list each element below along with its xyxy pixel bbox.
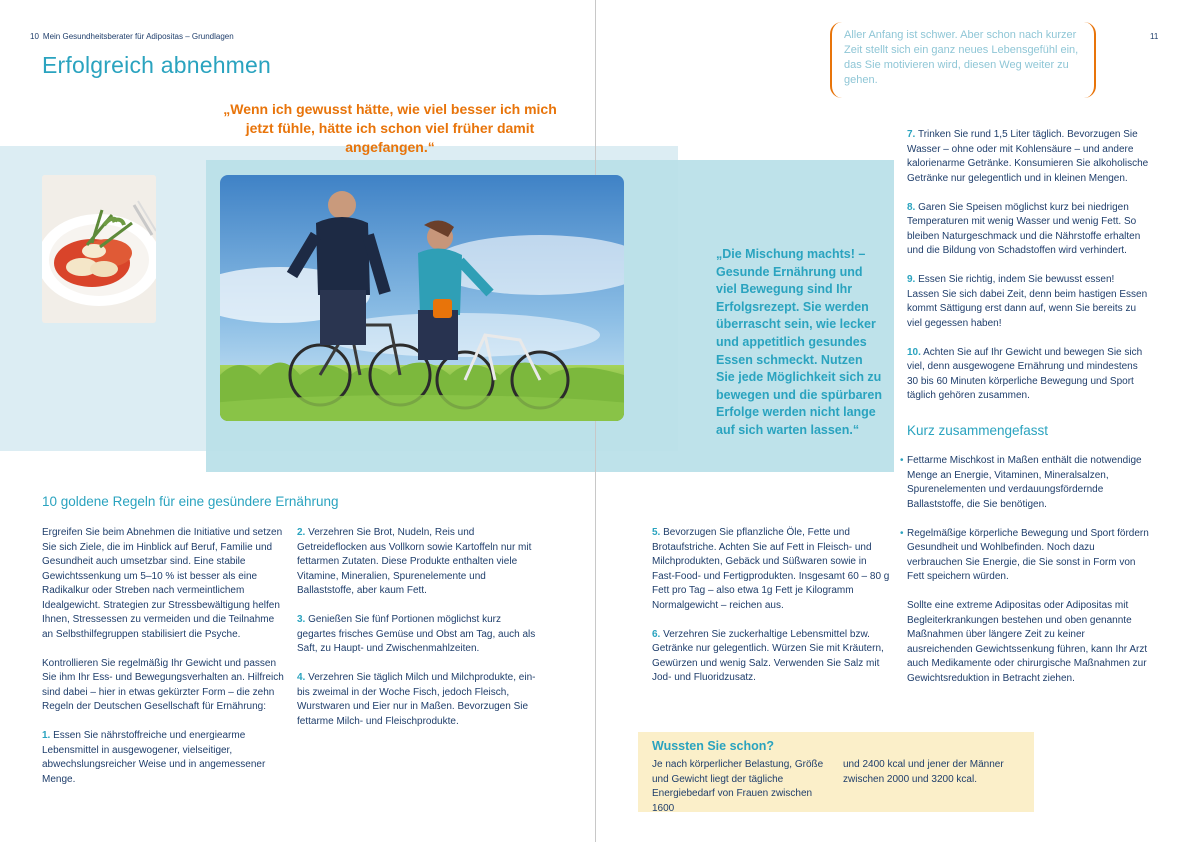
orange-marker — [433, 299, 452, 318]
closing-paragraph: Sollte eine extreme Adipositas oder Adipositas mit Begleiterkrankungen bestehen und oben genannte Maßnahmen über längere Zeit zu keiner ausreichenden Gewichtssenkung führen, kann Ihr Arzt auch Medikamente oder chirurgische Maßnahmen zur Gewichtsreduktion in Betracht ziehen. — [907, 600, 1148, 684]
cycling-couple-photo — [220, 175, 624, 421]
page-number-right: 11 — [1150, 32, 1159, 41]
cycling-scene-illustration — [220, 175, 624, 421]
rules-heading: 10 goldene Regeln für eine gesündere Ernährung — [42, 494, 339, 509]
rule-number: 5. — [652, 527, 661, 538]
info-box — [638, 732, 1034, 812]
left-column-1 — [42, 526, 286, 802]
page-gutter — [595, 0, 596, 842]
weight-control-paragraph: Kontrollieren Sie regelmäßig Ihr Gewicht und passen Sie ihm Ihr Ess- und Bewegungsverhalten an. Hilfreich sind dabei – hier in etwas gekürzter Form – die zehn Regeln der Deutschen Gesellschaft für Ernährung: — [42, 657, 284, 712]
intro-paragraph: Ergreifen Sie beim Abnehmen die Initiative und setzen Sie sich Ziele, die im Hinblick auf Beruf, Familie und Gesundheit auch umsetzbar sind. Eine stabile Gewichtssenkung um 5–10 % ist besser als eine Radikalkur oder Streben nach vermeintlichem Idealgewicht. Strategien zur Stressbewältigung helfen Ihnen, Stressessen zu vermeiden und die Teilnahme an Selbsthilfegruppen stabilisiert die Psyche. — [42, 527, 283, 640]
rule-number: 6. — [652, 628, 661, 640]
rule-number: 10. — [907, 346, 921, 358]
summary-bullet: • Regelmäßige körperliche Bewegung und Sport fördern Gesundheit und Wohlbefinden. Noch dazu verbrauchen Sie Energie, die Sie sonst in Form von Fett speichern würden. — [907, 527, 1151, 585]
summary-bullet: • Fettarme Mischkost in Maßen enthält die notwendige Menge an Energie, Vitaminen, Mineralsalzen, Spurenelementen und verdauungsfördernde Ballaststoffe, die Sie benötigen. — [907, 454, 1151, 512]
summary-list — [907, 454, 1151, 585]
page-number-left: 10 — [30, 32, 39, 41]
testimonial-quote: „Wenn ich gewusst hätte, wie viel besser ich mich jetzt fühle, hätte ich schon viel früher damit angefangen.“ — [223, 101, 557, 155]
running-head — [30, 32, 234, 41]
summary-heading: Kurz zusammengefasst — [907, 423, 1049, 438]
summary-section — [907, 454, 1151, 701]
rule-text: Achten Sie auf Ihr Gewicht und bewegen Sie sich viel, denn ausgewogene Ernährung und mindestens 30 bis 60 Minuten körperliche Bewegung und Sport täglich gehören zusammen. — [907, 346, 1143, 401]
page-title: Erfolgreich abnehmen — [42, 52, 272, 78]
rule-1 — [42, 729, 286, 787]
running-head-text: Mein Gesundheitsberater für Adipositas – Grundlagen — [42, 32, 234, 41]
rule-number: 3. — [297, 614, 306, 625]
rule-text: Essen Sie richtig, indem Sie bewusst essen! Lassen Sie sich dabei Zeit, denn beim hastigen Essen kommt Sättigung erst dann auf, wenn Sie bereits zu viel gegessen haben! — [907, 274, 1148, 329]
rule-10 — [907, 346, 1149, 404]
rule-number: 4. — [297, 672, 306, 683]
rule-text: Verzehren Sie zuckerhaltige Lebensmittel bzw. Getränke nur gelegentlich. Würzen Sie mit Kräutern, Gewürzen und wenig Salz. Verwenden Sie Salz mit Jod- und Fluoridzusatz. — [652, 628, 884, 683]
rule-8 — [907, 201, 1149, 259]
motivation-quote-box — [830, 22, 1096, 98]
rule-text: Trinken Sie rund 1,5 Liter täglich. Bevorzugen Sie Wasser – ohne oder mit Kohlensäure – und andere kalorienarme Getränke. Konsumieren Sie alkoholische Getränke nur gelegentlich und in kleinen Mengen. — [907, 129, 1149, 184]
rule-number: 2. — [297, 527, 306, 538]
pasta-dish-illustration — [42, 175, 156, 323]
rule-3 — [297, 613, 537, 657]
left-column-2 — [297, 526, 537, 744]
info-box-text-2: und 2400 kcal und jener der Männer zwischen 2000 und 3200 kcal. — [843, 759, 1004, 785]
rule-text: Garen Sie Speisen möglichst kurz bei niedrigen Temperaturen mit wenig Wasser und wenig Fett. So bleiben Naturgeschmack und die Nährstoffe erhalten und die Bildung von Schadstoffen wird verhindert. — [907, 201, 1141, 256]
right-column-rules — [907, 128, 1149, 418]
rule-7 — [907, 128, 1149, 186]
rule-9 — [907, 273, 1149, 331]
rule-text: Essen Sie nährstoffreiche und energiearme Lebensmittel in ausgewogener, vielseitiger, abwechslungsreicher Weise und in angemessener Menge. — [42, 730, 266, 785]
rule-4 — [297, 671, 537, 729]
rule-5 — [652, 526, 892, 613]
rule-2 — [297, 526, 537, 599]
info-box-text-1: Je nach körperlicher Belastung, Größe und Gewicht liegt der tägliche Energiebedarf von Frauen zwischen 1600 — [652, 759, 824, 814]
food-photo — [42, 175, 156, 323]
rule-text: Genießen Sie fünf Portionen möglichst kurz gegartes frisches Gemüse und Obst am Tag, auch als Saft, zu Haupt- und Zwischenmahlzeiten. — [297, 614, 536, 654]
rule-text: Bevorzugen Sie pflanzliche Öle, Fette und Brotaufstriche. Achten Sie auf Fett in Fleisch- und Milchprodukten, Gebäck und Süßwaren sowie in Fast-Food- und Fertigprodukten. Insgesamt 60 – 80 g Fett pro Tag – also etwa 1g Fett je Kilogramm Normalgewicht – reichen aus. — [652, 527, 890, 611]
right-column-middle — [652, 526, 892, 700]
callout-quote: „Die Mischung machts! – Gesunde Ernährung und viel Bewegung sind Ihr Erfolgsrezept. Sie werden überrascht sein, wie lecker und appetitlich gesundes Essen schmeckt. Nutzen Sie jede Möglichkeit sich zu bewegen und die spürbaren Erfolge werden nicht lange auf sich warten lassen.“ — [716, 247, 882, 437]
rule-text: Verzehren Sie Brot, Nudeln, Reis und Getreideflocken aus Vollkorn sowie Kartoffeln nur mit fettarmen Zutaten. Diese Produkte enthalten viele Vitamine, Mineralien, Spurenelemente und Ballaststoffe, aber kaum Fett. — [297, 527, 532, 596]
rule-number: 7. — [907, 129, 916, 140]
rule-number: 9. — [907, 274, 916, 285]
rule-number: 8. — [907, 201, 916, 213]
rule-text: Verzehren Sie täglich Milch und Milchprodukte, ein- bis zweimal in der Woche Fisch, jedoch Fleisch, Wurstwaren und Eier nur in Maßen. Bevorzugen Sie fettarme Milch- und Fleischprodukte. — [297, 672, 536, 727]
rule-6 — [652, 628, 892, 686]
motivation-quote-text: Aller Anfang ist schwer. Aber schon nach kurzer Zeit stellt sich ein ganz neues Lebensgefühl ein, das Sie motivieren wird, diesen Weg weiter zu gehen. — [844, 29, 1079, 86]
rule-number: 1. — [42, 730, 51, 741]
info-box-title: Wussten Sie schon? — [652, 739, 775, 753]
